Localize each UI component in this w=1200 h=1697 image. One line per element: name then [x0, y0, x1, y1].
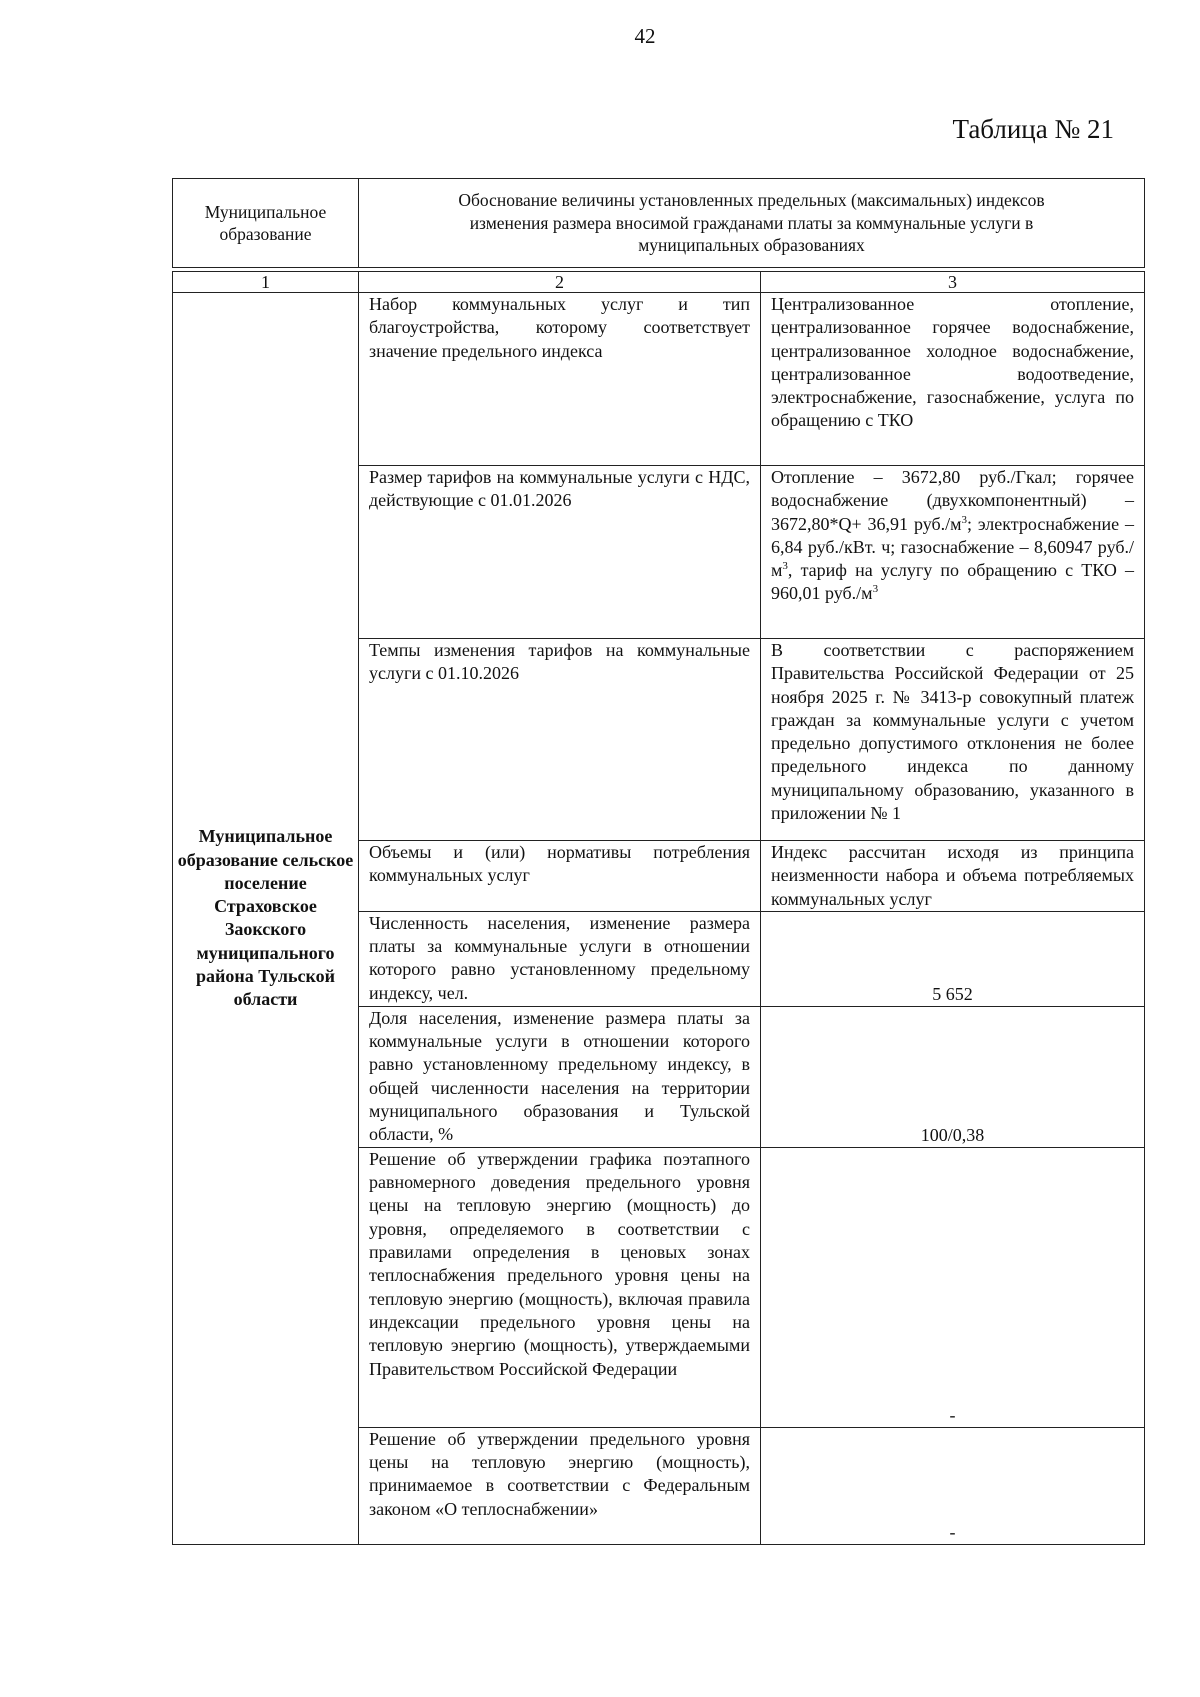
header-justification-column: Обоснование величины установленных предельных (максимальных) индексов изменения размера вносимой гражданами платы за коммунальные услуги в муниципальных образованиях — [359, 179, 1145, 268]
row-label: Доля населения, изменение размера платы за коммунальные услуги в отношении которого равно установленному предельному индексу, в общей численности населения на территории муниципального образования и Тульской области, % — [359, 1006, 761, 1147]
main-table — [172, 271, 1145, 1545]
header-table — [172, 178, 1145, 268]
tariff-text: , тариф на услугу по обращению с ТКО – 960,01 руб./м — [771, 560, 1134, 604]
page-number: 42 — [634, 24, 656, 48]
row-label: Решение об утверждении предельного уровня цены на тепловую энергию (мощность), принимаемое в соответствии с Федеральным законом «О теплоснабжении» — [359, 1427, 761, 1544]
row-value — [761, 466, 1145, 639]
row-value: - — [761, 1427, 1145, 1544]
column-number: 3 — [761, 272, 1145, 293]
tariff-text: Отопление – 3672,80 руб./Гкал; горячее водоснабжение (двухкомпонентный) – 3672,80*Q+ 36,91 руб./м — [771, 467, 1134, 534]
row-value: - — [761, 1147, 1145, 1427]
unit-exponent: 3 — [961, 513, 968, 526]
row-label: Решение об утверждении графика поэтапного равномерного доведения предельного уровня цены на тепловую энергию (мощность) до уровня, определяемого в соответствии с правилами определения в ценовых зонах теплоснабжения предельного уровня цены на тепловую энергию (мощность), включая правила индексации предельного уровня цены на тепловую энергию (мощность), утверждаемыми Правительством Российской Федерации — [359, 1147, 761, 1427]
row-label: Темпы изменения тарифов на коммунальные услуги с 01.10.2026 — [359, 639, 761, 841]
row-value: 5 652 — [761, 911, 1145, 1006]
column-number: 1 — [173, 272, 359, 293]
header-municipality-column: Муниципальное образование — [173, 179, 359, 268]
row-value: В соответствии с распоряжением Правительства Российской Федерации от 25 ноября 2025 г. № 3413-р совокупный платеж граждан за коммунальные услуги с учетом предельно допустимого отклонения не более предельного индекса по данному муниципальному образованию, указанного в приложении № 1 — [761, 639, 1145, 841]
row-label: Набор коммунальных услуг и тип благоустройства, которому соответствует значение предельного индекса — [359, 293, 761, 466]
column-number-row — [173, 272, 1145, 293]
tariff-text: ; электроснабжение – 6,84 руб./кВт. ч; газоснабжение – 8,60947 руб./м — [771, 513, 1134, 581]
row-label: Объемы и (или) нормативы потребления коммунальных услуг — [359, 841, 761, 912]
table-row — [173, 293, 1145, 466]
row-value: Индекс рассчитан исходя из принципа неизменности набора и объема потребляемых коммунальных услуг — [761, 841, 1145, 912]
unit-exponent: 3 — [782, 560, 788, 573]
unit-exponent: 3 — [872, 583, 879, 596]
row-label: Размер тарифов на коммунальные услуги с НДС, действующие с 01.01.2026 — [359, 466, 761, 639]
row-label: Численность населения, изменение размера платы за коммунальные услуги в отношении которого равно установленному предельному индексу, чел. — [359, 911, 761, 1006]
row-value: Централизованное отопление, централизованное горячее водоснабжение, централизованное холодное водоснабжение, централизованное водоотведение, электроснабжение, газоснабжение, услуга по обращению с ТКО — [761, 293, 1145, 466]
row-value: 100/0,38 — [761, 1006, 1145, 1147]
column-number: 2 — [359, 272, 761, 293]
municipality-name: Муниципальное образование сельское поселение Страховское Заокского муниципального района Тульской области — [173, 293, 359, 1545]
table-title: Таблица № 21 — [952, 114, 1114, 144]
